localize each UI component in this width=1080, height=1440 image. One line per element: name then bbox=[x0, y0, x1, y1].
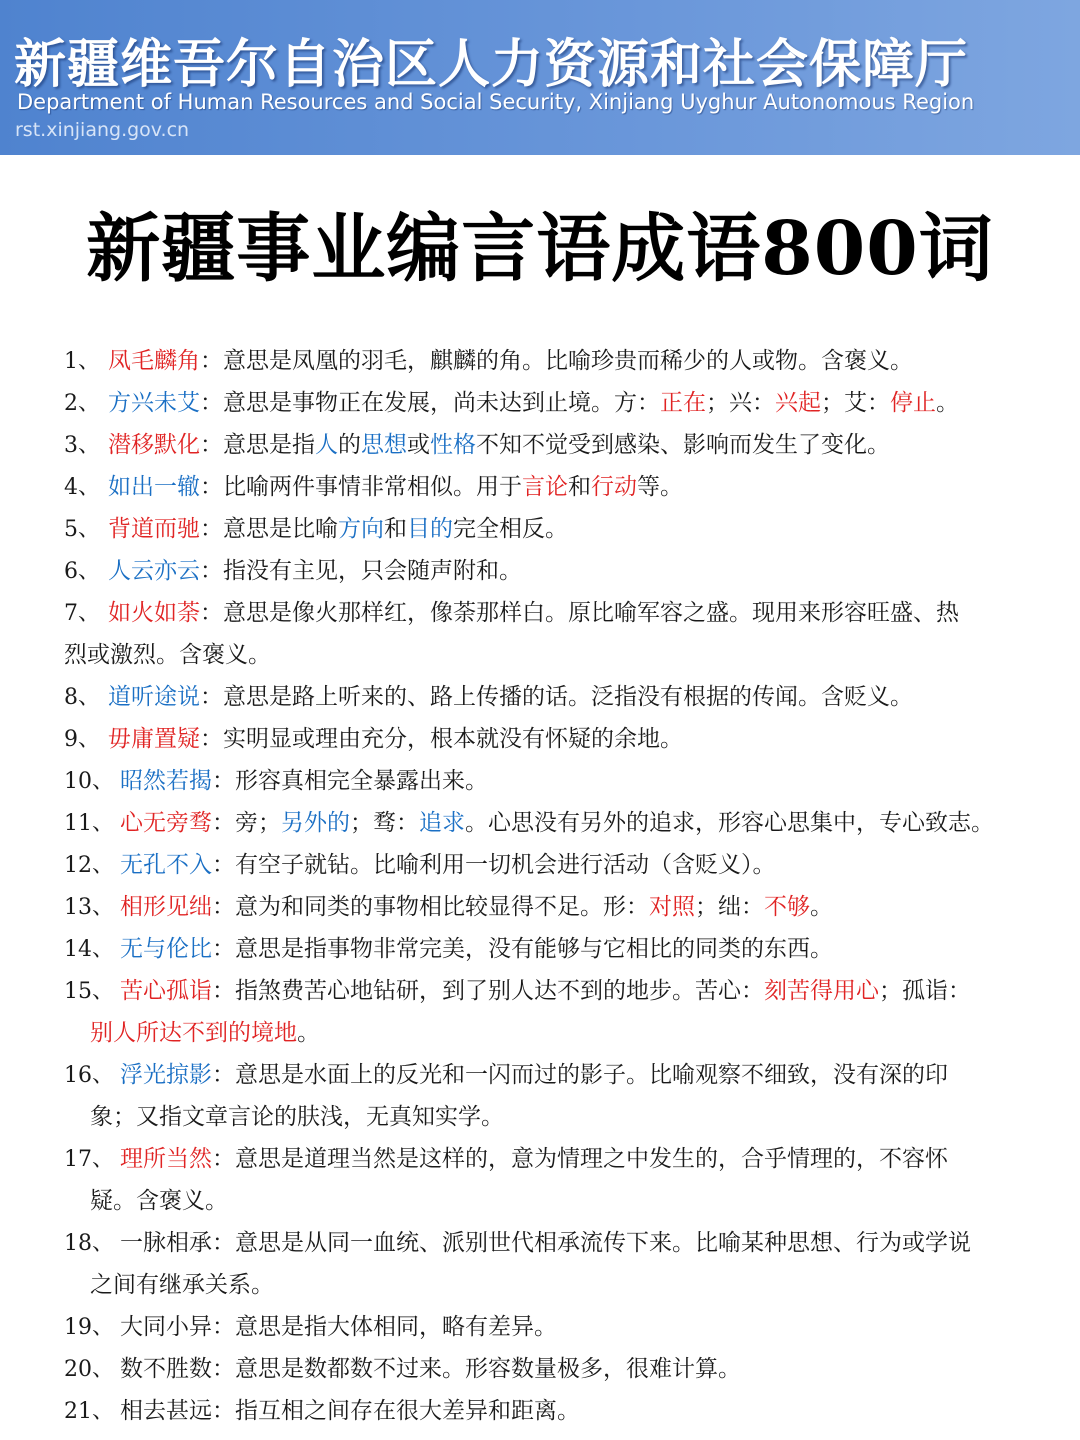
entry-line bbox=[0, 970, 1080, 1012]
definition-text: ；绌： bbox=[695, 894, 764, 920]
entry-number: 19、 bbox=[64, 1315, 114, 1340]
entry-line bbox=[0, 718, 1080, 760]
definition-text: ：意思是凤凰的羽毛，麒麟的角。比喻珍贵而稀少的人或物。含褒义。 bbox=[200, 348, 913, 374]
idiom-term: 相形见绌 bbox=[120, 894, 212, 920]
idiom-term: 毋庸置疑 bbox=[108, 726, 200, 752]
definition-text: 。 bbox=[936, 390, 959, 416]
entry-number: 9、 bbox=[64, 727, 100, 752]
highlighted-text: 刻苦得用心 bbox=[764, 978, 879, 1004]
idiom-entry bbox=[0, 382, 1080, 424]
definition-text: ：指没有主见，只会随声附和。 bbox=[200, 558, 522, 584]
entry-line bbox=[0, 1096, 1080, 1138]
highlighted-text: 人 bbox=[315, 432, 338, 458]
idiom-term: 浮光掠影 bbox=[120, 1062, 212, 1088]
definition-text: ：意思是指大体相同，略有差异。 bbox=[212, 1314, 557, 1340]
definition-text: 。心思没有另外的追求，形容心思集中，专心致志。 bbox=[465, 810, 994, 836]
entry-number: 1、 bbox=[64, 349, 100, 374]
definition-text: 之间有继承关系。 bbox=[90, 1272, 274, 1298]
entry-line bbox=[0, 550, 1080, 592]
definition-text: ：比喻两件事情非常相似。用于 bbox=[200, 474, 522, 500]
idiom-term: 数不胜数 bbox=[120, 1356, 212, 1382]
entry-number: 15、 bbox=[64, 979, 114, 1004]
idiom-entry bbox=[0, 718, 1080, 760]
idiom-term: 潜移默化 bbox=[108, 432, 200, 458]
idiom-entry bbox=[0, 970, 1080, 1054]
definition-text: 。 bbox=[297, 1020, 320, 1046]
highlighted-text: 兴起 bbox=[775, 390, 821, 416]
idiom-entry bbox=[0, 424, 1080, 466]
definition-text: 完全相反。 bbox=[453, 516, 568, 542]
entry-number: 14、 bbox=[64, 937, 114, 962]
idiom-term: 凤毛麟角 bbox=[108, 348, 200, 374]
definition-text: ；艾： bbox=[821, 390, 890, 416]
department-name-en: Department of Human Resources and Social Security, Xinjiang Uyghur Autonomous Region bbox=[17, 90, 975, 114]
idiom-term: 如出一辙 bbox=[108, 474, 200, 500]
idiom-entry bbox=[0, 802, 1080, 844]
entry-number: 18、 bbox=[64, 1231, 114, 1256]
idiom-term: 如火如荼 bbox=[108, 600, 200, 626]
entry-line bbox=[0, 1390, 1080, 1432]
idiom-term: 人云亦云 bbox=[108, 558, 200, 584]
department-name-cn: 新疆维吾尔自治区人力资源和社会保障厅 bbox=[14, 35, 969, 95]
entry-line bbox=[0, 508, 1080, 550]
definition-text: ：实明显或理由充分，根本就没有怀疑的余地。 bbox=[200, 726, 683, 752]
idiom-entry bbox=[0, 592, 1080, 676]
idiom-entry bbox=[0, 760, 1080, 802]
idiom-entry bbox=[0, 340, 1080, 382]
definition-text: 等。 bbox=[637, 474, 683, 500]
entry-line bbox=[0, 592, 1080, 634]
definition-text: 的 bbox=[338, 432, 361, 458]
highlighted-text: 别人所达不到的境地 bbox=[90, 1020, 297, 1046]
idiom-entry bbox=[0, 886, 1080, 928]
highlighted-text: 目的 bbox=[407, 516, 453, 542]
entry-number: 12、 bbox=[64, 853, 114, 878]
highlighted-text: 思想 bbox=[361, 432, 407, 458]
entry-line bbox=[0, 340, 1080, 382]
definition-text: ：指煞费苦心地钻研，到了别人达不到的地步。苦心： bbox=[212, 978, 764, 1004]
idiom-term: 一脉相承 bbox=[120, 1230, 212, 1256]
entry-line bbox=[0, 424, 1080, 466]
entry-number: 11、 bbox=[64, 811, 114, 836]
definition-text: ：意思是指事物非常完美，没有能够与它相比的同类的东西。 bbox=[212, 936, 833, 962]
entry-number: 17、 bbox=[64, 1147, 114, 1172]
entry-number: 5、 bbox=[64, 517, 100, 542]
highlighted-text: 言论 bbox=[522, 474, 568, 500]
entry-number: 7、 bbox=[64, 601, 100, 626]
highlighted-text: 追求 bbox=[419, 810, 465, 836]
idiom-term: 大同小异 bbox=[120, 1314, 212, 1340]
highlighted-text: 行动 bbox=[591, 474, 637, 500]
entry-line bbox=[0, 676, 1080, 718]
entry-number: 16、 bbox=[64, 1063, 114, 1088]
highlighted-text: 方向 bbox=[338, 516, 384, 542]
idiom-entry bbox=[0, 1390, 1080, 1432]
definition-text: ：形容真相完全暴露出来。 bbox=[212, 768, 488, 794]
definition-text: ：意思是指 bbox=[200, 432, 315, 458]
entry-line bbox=[0, 466, 1080, 508]
definition-text: ：意思是像火那样红，像荼那样白。原比喻军容之盛。现用来形容旺盛、热 bbox=[200, 600, 959, 626]
idiom-entry bbox=[0, 1306, 1080, 1348]
idiom-entry bbox=[0, 508, 1080, 550]
idiom-term: 道听途说 bbox=[108, 684, 200, 710]
entry-line bbox=[0, 382, 1080, 424]
idiom-term: 昭然若揭 bbox=[120, 768, 212, 794]
idiom-entry bbox=[0, 928, 1080, 970]
highlighted-text: 不够 bbox=[764, 894, 810, 920]
highlighted-text: 正在 bbox=[660, 390, 706, 416]
definition-text: ：意思是道理当然是这样的，意为情理之中发生的，合乎情理的，不容怀 bbox=[212, 1146, 948, 1172]
definition-text: ：旁； bbox=[212, 810, 281, 836]
idiom-entry bbox=[0, 676, 1080, 718]
definition-text: 和 bbox=[384, 516, 407, 542]
highlighted-text: 停止 bbox=[890, 390, 936, 416]
definition-text: ：意思是数都数不过来。形容数量极多，很难计算。 bbox=[212, 1356, 741, 1382]
entry-line bbox=[0, 1012, 1080, 1054]
entry-line bbox=[0, 1348, 1080, 1390]
entry-line bbox=[0, 1222, 1080, 1264]
idiom-entry bbox=[0, 550, 1080, 592]
entry-line bbox=[0, 760, 1080, 802]
idiom-term: 苦心孤诣 bbox=[120, 978, 212, 1004]
definition-text: ：指互相之间存在很大差异和距离。 bbox=[212, 1398, 580, 1424]
idiom-term: 无与伦比 bbox=[120, 936, 212, 962]
entry-line bbox=[0, 1180, 1080, 1222]
definition-text: ；骛： bbox=[350, 810, 419, 836]
idiom-list bbox=[0, 340, 1080, 1432]
idiom-term: 背道而驰 bbox=[108, 516, 200, 542]
idiom-entry bbox=[0, 1138, 1080, 1222]
definition-text: ：有空子就钻。比喻利用一切机会进行活动（含贬义）。 bbox=[212, 852, 776, 878]
entry-line bbox=[0, 886, 1080, 928]
definition-text: 。 bbox=[810, 894, 833, 920]
highlighted-text: 性格 bbox=[430, 432, 476, 458]
entry-number: 2、 bbox=[64, 391, 100, 416]
entry-number: 8、 bbox=[64, 685, 100, 710]
entry-line bbox=[0, 1054, 1080, 1096]
entry-number: 10、 bbox=[64, 769, 114, 794]
idiom-term: 相去甚远 bbox=[120, 1398, 212, 1424]
idiom-entry bbox=[0, 844, 1080, 886]
idiom-entry bbox=[0, 466, 1080, 508]
idiom-term: 方兴未艾 bbox=[108, 390, 200, 416]
definition-text: ：意为和同类的事物相比较显得不足。形： bbox=[212, 894, 649, 920]
header-banner bbox=[0, 0, 1080, 155]
definition-text: 象；又指文章言论的肤浅，无真知实学。 bbox=[90, 1104, 504, 1130]
idiom-entry bbox=[0, 1222, 1080, 1306]
definition-text: 疑。含褒义。 bbox=[90, 1188, 228, 1214]
idiom-term: 心无旁骛 bbox=[120, 810, 212, 836]
entry-number: 21、 bbox=[64, 1399, 114, 1424]
entry-number: 4、 bbox=[64, 475, 100, 500]
entry-number: 3、 bbox=[64, 433, 100, 458]
definition-text: 不知不觉受到感染、影响而发生了变化。 bbox=[476, 432, 890, 458]
definition-text: ；兴： bbox=[706, 390, 775, 416]
entry-line bbox=[0, 634, 1080, 676]
entry-number: 13、 bbox=[64, 895, 114, 920]
highlighted-text: 对照 bbox=[649, 894, 695, 920]
definition-text: ：意思是比喻 bbox=[200, 516, 338, 542]
definition-text: ：意思是事物正在发展，尚未达到止境。方： bbox=[200, 390, 660, 416]
definition-text: ；孤诣： bbox=[879, 978, 971, 1004]
entry-number: 20、 bbox=[64, 1357, 114, 1382]
highlighted-text: 另外的 bbox=[281, 810, 350, 836]
entry-number: 6、 bbox=[64, 559, 100, 584]
idiom-entry bbox=[0, 1054, 1080, 1138]
entry-line bbox=[0, 1264, 1080, 1306]
entry-line bbox=[0, 844, 1080, 886]
definition-text: ：意思是水面上的反光和一闪而过的影子。比喻观察不细致，没有深的印 bbox=[212, 1062, 948, 1088]
idiom-entry bbox=[0, 1348, 1080, 1390]
definition-text: ：意思是从同一血统、派别世代相承流传下来。比喻某种思想、行为或学说 bbox=[212, 1230, 971, 1256]
department-url: rst.xinjiang.gov.cn bbox=[15, 119, 190, 141]
definition-text: 或 bbox=[407, 432, 430, 458]
entry-line bbox=[0, 1306, 1080, 1348]
entry-line bbox=[0, 928, 1080, 970]
idiom-term: 理所当然 bbox=[120, 1146, 212, 1172]
entry-line bbox=[0, 802, 1080, 844]
page-title: 新疆事业编言语成语800词 bbox=[86, 206, 994, 292]
definition-text: ：意思是路上听来的、路上传播的话。泛指没有根据的传闻。含贬义。 bbox=[200, 684, 913, 710]
definition-text: 烈或激烈。含褒义。 bbox=[64, 642, 271, 668]
definition-text: 和 bbox=[568, 474, 591, 500]
entry-line bbox=[0, 1138, 1080, 1180]
idiom-term: 无孔不入 bbox=[120, 852, 212, 878]
